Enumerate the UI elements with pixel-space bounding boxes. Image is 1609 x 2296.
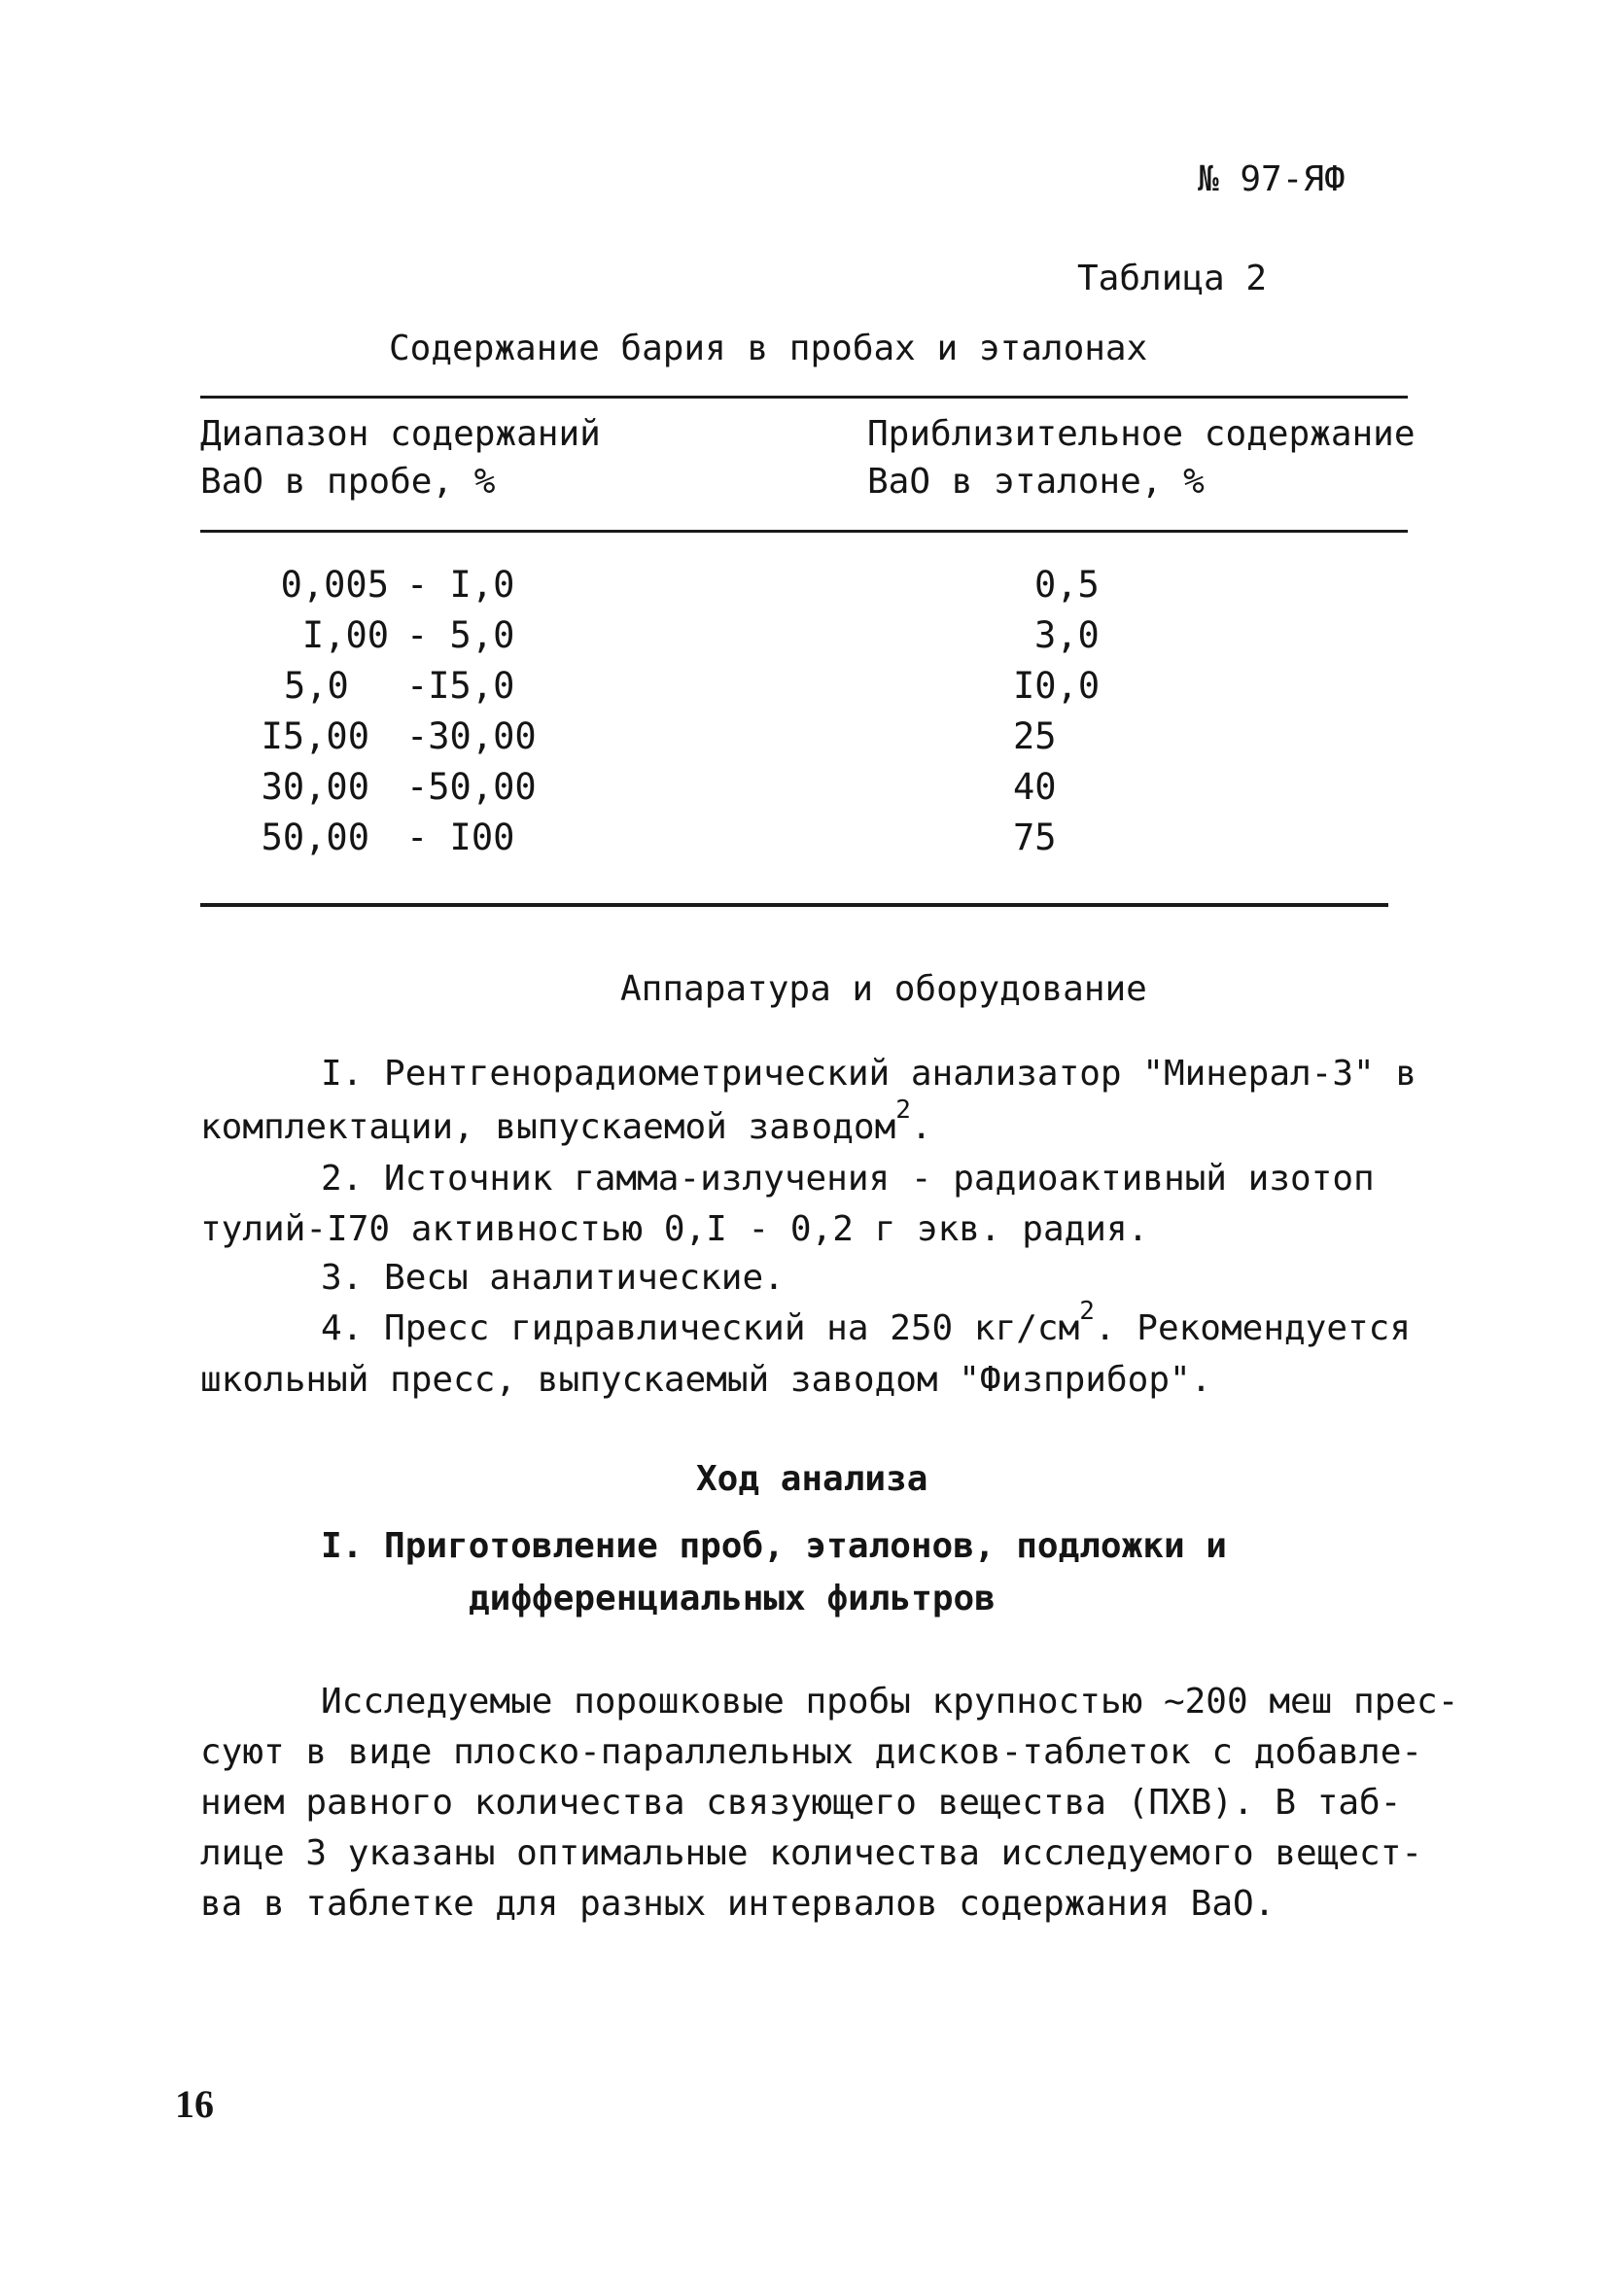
standard-cell: 75 xyxy=(1013,817,1057,858)
range-to-cell: -50,00 xyxy=(406,766,537,808)
range-to-cell: -I5,0 xyxy=(406,665,515,707)
table-top-rule xyxy=(200,396,1408,399)
equipment-item-4-text-end: . Рекомендуется xyxy=(1094,1308,1412,1348)
standard-cell: I0,0 xyxy=(1013,665,1101,707)
range-to-cell: - I,0 xyxy=(406,564,515,606)
range-from-cell: 5,0 xyxy=(284,665,349,707)
standard-cell: 25 xyxy=(1013,715,1057,757)
equipment-item-4-line-1 xyxy=(321,1297,1412,1353)
equipment-item-2-line-2: тулий-I70 активностью 0,I - 0,2 г экв. радия. xyxy=(200,1209,1149,1249)
analysis-paragraph-line-3: нием равного количества связующего вещества (ПХВ). В таб- xyxy=(200,1783,1402,1823)
equipment-item-1-text: комплектации, выпускаемой заводом xyxy=(200,1107,896,1147)
range-from-cell: I5,00 xyxy=(261,715,369,757)
analysis-paragraph-line-5: ва в таблетке для разных интервалов содержания BaO. xyxy=(200,1884,1276,1924)
footnote-marker: 2 xyxy=(895,1096,911,1125)
column-header-range-line2: BaO в пробе, % xyxy=(200,462,496,502)
analysis-paragraph-line-4: лице 3 указаны оптимальные количества исследуемого вещест- xyxy=(200,1833,1423,1873)
superscript-marker: 2 xyxy=(1079,1297,1095,1326)
range-to-cell: - I00 xyxy=(406,817,515,858)
standard-cell: 40 xyxy=(1013,766,1057,808)
analysis-subheading-line-1: I. Приготовление проб, эталонов, подложки и xyxy=(321,1526,1227,1566)
equipment-item-2-line-1: 2. Источник гамма-излучения - радиоактивный изотоп xyxy=(321,1159,1375,1199)
equipment-item-1-end: . xyxy=(910,1107,932,1147)
equipment-item-3: 3. Весы аналитические. xyxy=(321,1258,785,1298)
table-title: Содержание бария в пробах и эталонах xyxy=(389,329,1148,368)
column-header-range-line1: Диапазон содержаний xyxy=(200,414,601,454)
standard-cell: 0,5 xyxy=(1034,564,1100,606)
table-bottom-rule xyxy=(200,903,1388,907)
equipment-item-4-text: 4. Пресс гидравлический на 250 кг/см xyxy=(321,1308,1080,1348)
equipment-heading: Аппаратура и оборудование xyxy=(620,969,1147,1009)
column-header-standard-line2: BaO в эталоне, % xyxy=(867,462,1205,502)
table-header-rule xyxy=(200,530,1408,533)
table-label: Таблица 2 xyxy=(1077,259,1268,298)
analysis-heading: Ход анализа xyxy=(696,1459,928,1499)
column-header-standard-line1: Приблизительное содержание xyxy=(867,414,1416,454)
standard-cell: 3,0 xyxy=(1034,614,1100,656)
analysis-subheading-line-2: дифференциальных фильтров xyxy=(469,1579,996,1618)
analysis-paragraph-line-1: Исследуемые порошковые пробы крупностью ~200 меш прес- xyxy=(321,1682,1459,1722)
document-number: № 97-ЯФ xyxy=(1198,159,1346,199)
range-from-cell: I,00 xyxy=(301,614,389,656)
equipment-item-1-line-1: I. Рентгенорадиометрический анализатор "Минерал-3" в xyxy=(321,1054,1417,1094)
equipment-item-1-line-2 xyxy=(200,1096,932,1152)
range-from-cell: 30,00 xyxy=(261,766,369,808)
range-from-cell: 0,005 xyxy=(280,564,389,606)
range-to-cell: -30,00 xyxy=(406,715,537,757)
equipment-item-4-line-2: школьный пресс, выпускаемый заводом "Физприбор". xyxy=(200,1360,1212,1400)
page-number: 16 xyxy=(175,2082,214,2126)
range-from-cell: 50,00 xyxy=(261,817,369,858)
range-to-cell: - 5,0 xyxy=(406,614,515,656)
analysis-paragraph-line-2: суют в виде плоско-параллельных дисков-таблеток с добавле- xyxy=(200,1732,1423,1772)
